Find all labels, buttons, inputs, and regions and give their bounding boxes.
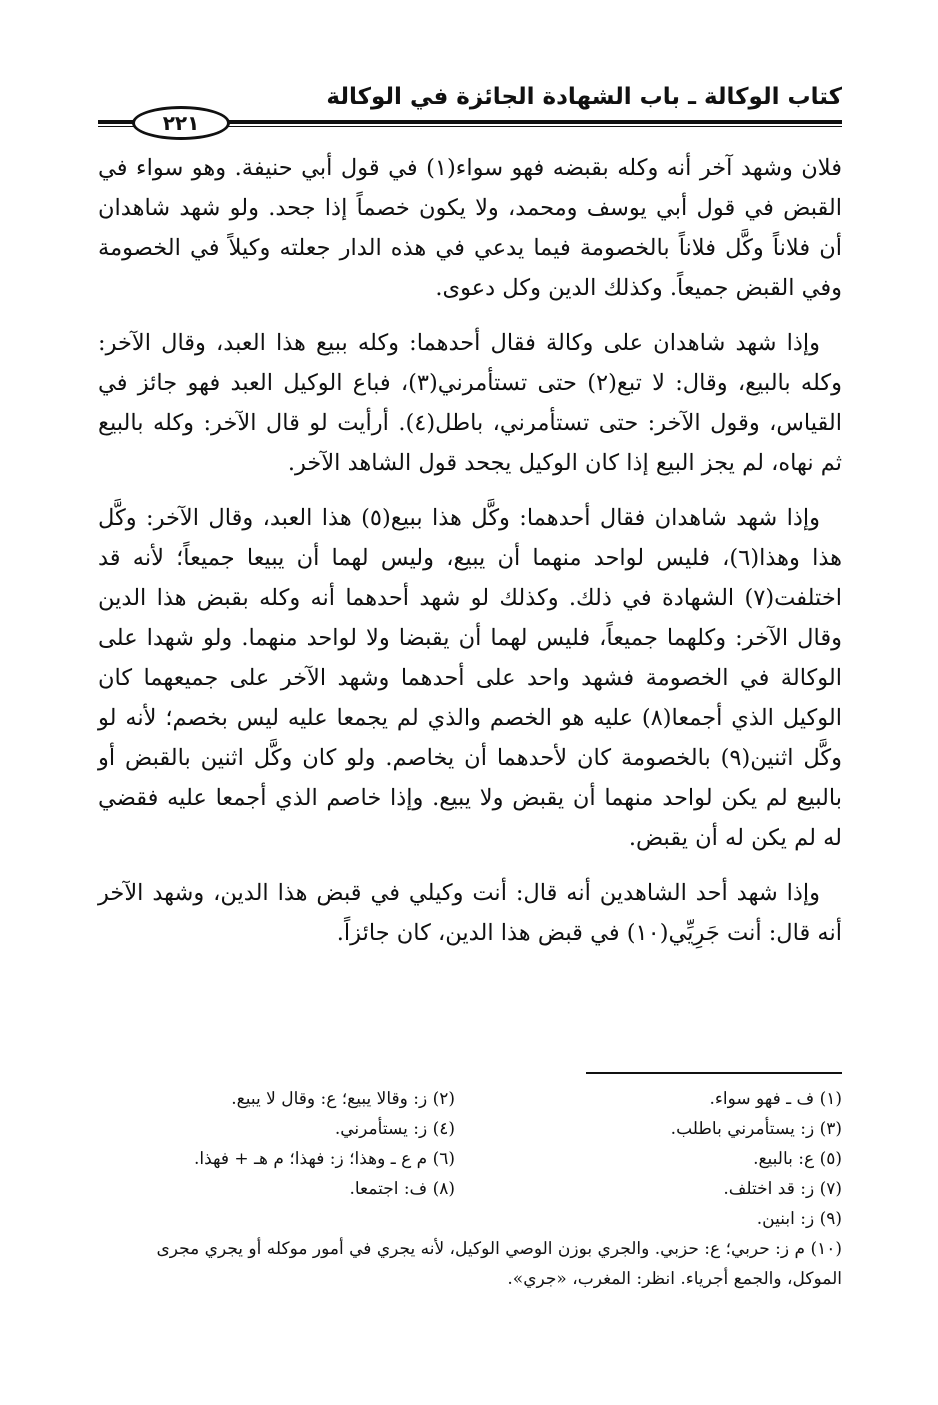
page-header bbox=[98, 82, 842, 135]
footnote-1: (١) ف ـ فهو سواء. bbox=[709, 1089, 842, 1109]
page-number-badge: ٢٢١ bbox=[132, 106, 230, 140]
footnotes bbox=[98, 1084, 842, 1294]
paragraph-3: وإذا شهد شاهدان فقال أحدهما: وكَّل هذا ببيع(٥) هذا العبد، وقال الآخر: وكَّل هذا وهذا(٦)، فليس لواحد منهما أن يبيع، وليس لهما أن يبيعا جميعاً؛ لأنه قد اختلفت(٧) الشهادة في ذلك. وكذلك لو شهد أحدهما أنه وكله بقبض هذا الدين وقال الآخر: وكلهما جميعاً، فليس لهما أن يقبضا ولا لواحد منهما. ولو شهدا على الوكالة في الخصومة فشهد واحد على أحدهما وشهد الآخر على جميعهما كان الوكيل الذي أجمعا(٨) عليه هو الخصم والذي لم يجمعا عليه ليس بخصم؛ لأنه لو وكَّل اثنين(٩) بالخصومة كان لأحدهما أن يخاصم. ولو كان وكَّل اثنين بالقبض أو بالبيع لم يكن لواحد منهما أن يقبض ولا يبيع. وإذا خاصم الذي أجمعا عليه فقضي له لم يكن له أن يقبض. bbox=[98, 505, 842, 851]
footnote-separator bbox=[586, 1072, 842, 1074]
footnote-3: (٣) ز: يستأمرني باطلب. bbox=[670, 1119, 842, 1139]
footnote-7: (٧) ز: قد اختلف. bbox=[723, 1179, 842, 1199]
footnote-grid bbox=[98, 1084, 842, 1234]
paragraph-1: فلان وشهد آخر أنه وكله بقبضه فهو سواء(١) في قول أبي حنيفة. وهو سواء في القبض في قول أبي يوسف ومحمد، ولا يكون خصماً إذا جحد. ولو شهد شاهدان أن فلاناً وكَّل فلاناً بالخصومة فيما يدعي في هذه الدار جعلته وكيلاً في الخصومة وفي القبض جميعاً. وكذلك الدين وكل دعوى. bbox=[98, 155, 842, 301]
footnote-5: (٥) ع: بالبيع. bbox=[753, 1149, 842, 1169]
footnote-2: (٢) ز: وقالا يبيع؛ ع: وقال لا يبيع. bbox=[231, 1089, 455, 1109]
main-text bbox=[98, 148, 842, 968]
paragraph-2: وإذا شهد شاهدان على وكالة فقال أحدهما: وكله ببيع هذا العبد، وقال الآخر: وكله بالبيع، وقال: لا تبع(٢) حتى تستأمرني(٣)، فباع الوكيل العبد فهو جائز في القياس، وقول الآخر: حتى تستأمرني، باطل(٤). أرأيت لو قال الآخر: وكله بالبيع ثم نهاه، لم يجز البيع إذا كان الوكيل يجحد قول الشاهد الآخر. bbox=[98, 330, 843, 476]
footnote-empty bbox=[98, 1204, 455, 1234]
footnote-8: (٨) ف: اجتمعا. bbox=[349, 1179, 455, 1199]
paragraph-4: وإذا شهد أحد الشاهدين أنه قال: أنت وكيلي في قبض هذا الدين، وشهد الآخر أنه قال: أنت جَرِيِّي(١٠) في قبض هذا الدين، كان جائزاً. bbox=[98, 880, 842, 946]
footnote-4: (٤) ز: يستأمرني. bbox=[334, 1119, 455, 1139]
running-title: كتاب الوكالة ـ باب الشهادة الجائزة في الوكالة bbox=[326, 84, 842, 110]
footnote-10: (١٠) م ز: حربي؛ ع: حزبي. والجري بوزن الوصي الوكيل، لأنه يجري في أمور موكله أو يجري مجرى الموكل، والجمع أجرياء. انظر: المغرب، «جري». bbox=[156, 1239, 842, 1289]
footnote-9: (٩) ز: ابنين. bbox=[756, 1209, 842, 1229]
footnote-6: (٦) م ع ـ وهذا؛ ز: فهذا؛ م هـ + فهذا. bbox=[193, 1149, 455, 1169]
